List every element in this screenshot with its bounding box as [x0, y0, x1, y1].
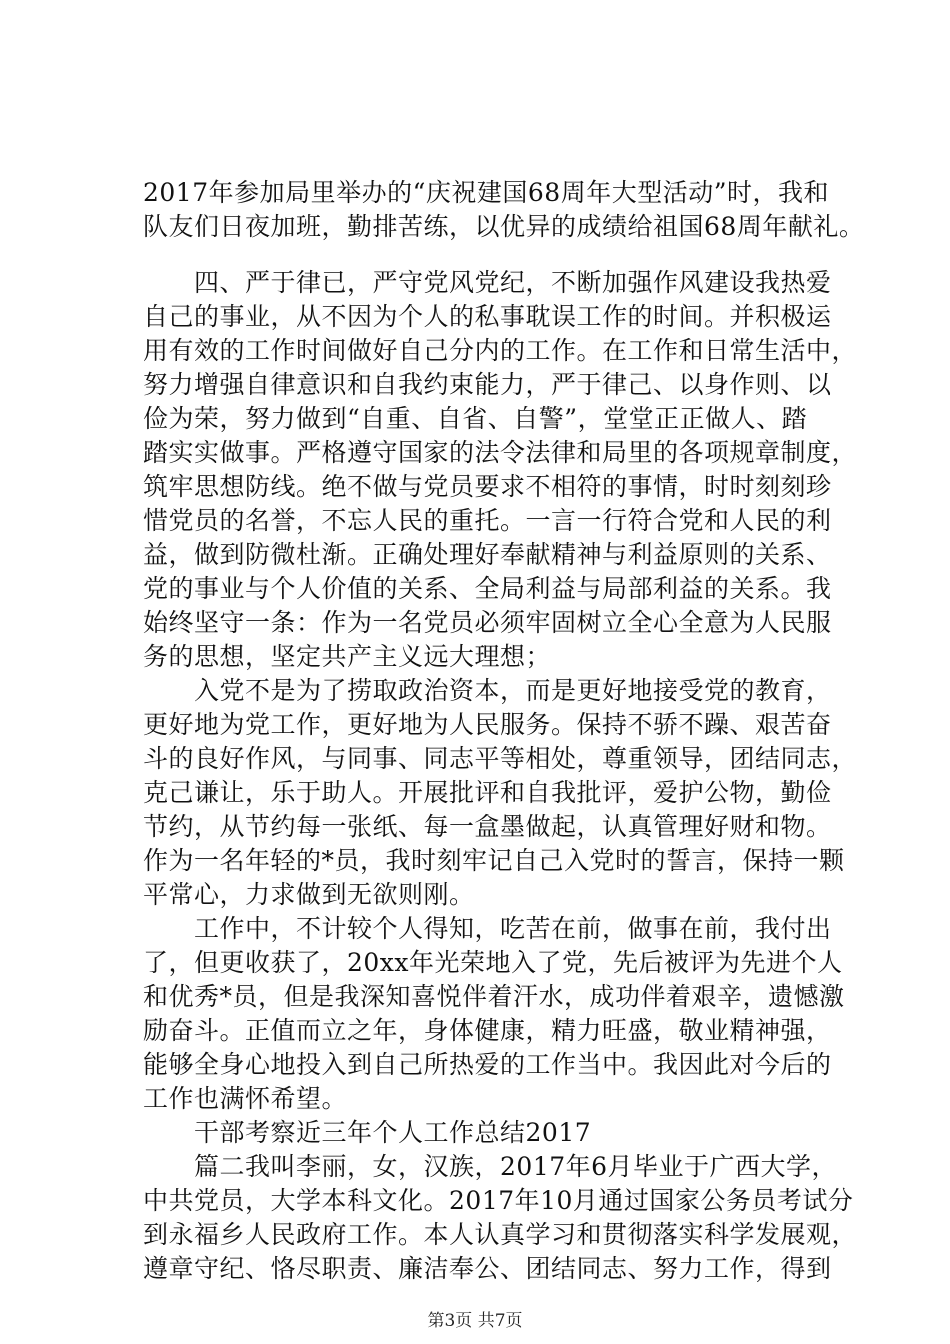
- text-line: 党的事业与个人价值的关系、全局利益与局部利益的关系。我: [143, 574, 832, 603]
- text-line: 益，做到防微杜渐。正确处理好奉献精神与利益原则的关系、: [143, 540, 832, 569]
- text-line: 能够全身心地投入到自己所热爱的工作当中。我因此对今后的: [143, 1050, 832, 1079]
- text-line: 惜党员的名誉，不忘人民的重托。一言一行符合党和人民的利: [143, 506, 832, 535]
- text-line: 务的思想，坚定共产主义远大理想；: [143, 642, 552, 671]
- text-line: 四、严于律已，严守党风党纪，不断加强作风建设我热爱: [143, 268, 832, 297]
- text-line: 平常心，力求做到无欲则刚。: [143, 880, 475, 909]
- text-line: 自己的事业，从不因为个人的私事耽误工作的时间。并积极运: [143, 302, 832, 331]
- text-line: 克己谦让，乐于助人。开展批评和自我批评，爱护公物，勤俭: [143, 778, 832, 807]
- text-line: 入党不是为了捞取政治资本，而是更好地接受党的教育，: [143, 676, 832, 705]
- text-line: 始终坚守一条：作为一名党员必须牢固树立全心全意为人民服: [143, 608, 832, 637]
- text-line: 工作也满怀希望。: [143, 1084, 348, 1113]
- text-line: 斗的良好作风，与同事、同志平等相处，尊重领导，团结同志，: [143, 744, 858, 773]
- text-line: 俭为荣，努力做到“自重、自省、自警”，堂堂正正做人、踏: [143, 404, 808, 433]
- text-line: 努力增强自律意识和自我约束能力，严于律己、以身作则、以: [143, 370, 832, 399]
- text-line: 和优秀*员，但是我深知喜悦伴着汗水，成功伴着艰辛，遗憾激: [143, 982, 845, 1011]
- text-line: 中共党员，大学本科文化。2017年10月通过国家公务员考试分: [143, 1186, 854, 1215]
- text-line: 励奋斗。正值而立之年，身体健康，精力旺盛，敬业精神强，: [143, 1016, 832, 1045]
- section-heading: 干部考察近三年个人工作总结2017: [143, 1118, 592, 1147]
- text-line: 到永福乡人民政府工作。本人认真学习和贯彻落实科学发展观，: [143, 1220, 858, 1249]
- text-line: 队友们日夜加班，勤排苦练，以优异的成绩给祖国68周年献礼。: [143, 212, 865, 241]
- text-line: 工作中，不计较个人得知，吃苦在前，做事在前，我付出: [143, 914, 832, 943]
- text-line: 踏实实做事。严格遵守国家的法令法律和局里的各项规章制度，: [143, 438, 858, 467]
- text-line: 了，但更收获了，20xx年光荣地入了党，先后被评为先进个人: [143, 948, 843, 977]
- text-line: 节约，从节约每一张纸、每一盒墨做起，认真管理好财和物。: [143, 812, 832, 841]
- text-line: 遵章守纪、恪尽职责、廉洁奉公、团结同志、努力工作，得到: [143, 1254, 832, 1283]
- text-line: 用有效的工作时间做好自己分内的工作。在工作和日常生活中，: [143, 336, 858, 365]
- text-line: 更好地为党工作，更好地为人民服务。保持不骄不躁、艰苦奋: [143, 710, 832, 739]
- page-footer: 第3页 共7页: [427, 1311, 523, 1331]
- text-line: 筑牢思想防线。绝不做与党员要求不相符的事情，时时刻刻珍: [143, 472, 832, 501]
- text-line: 2017年参加局里举办的“庆祝建国68周年大型活动”时，我和: [143, 178, 829, 207]
- text-line: 篇二我叫李丽，女，汉族，2017年6月毕业于广西大学，: [143, 1152, 838, 1181]
- text-line: 作为一名年轻的*员，我时刻牢记自己入党时的誓言，保持一颗: [143, 846, 845, 875]
